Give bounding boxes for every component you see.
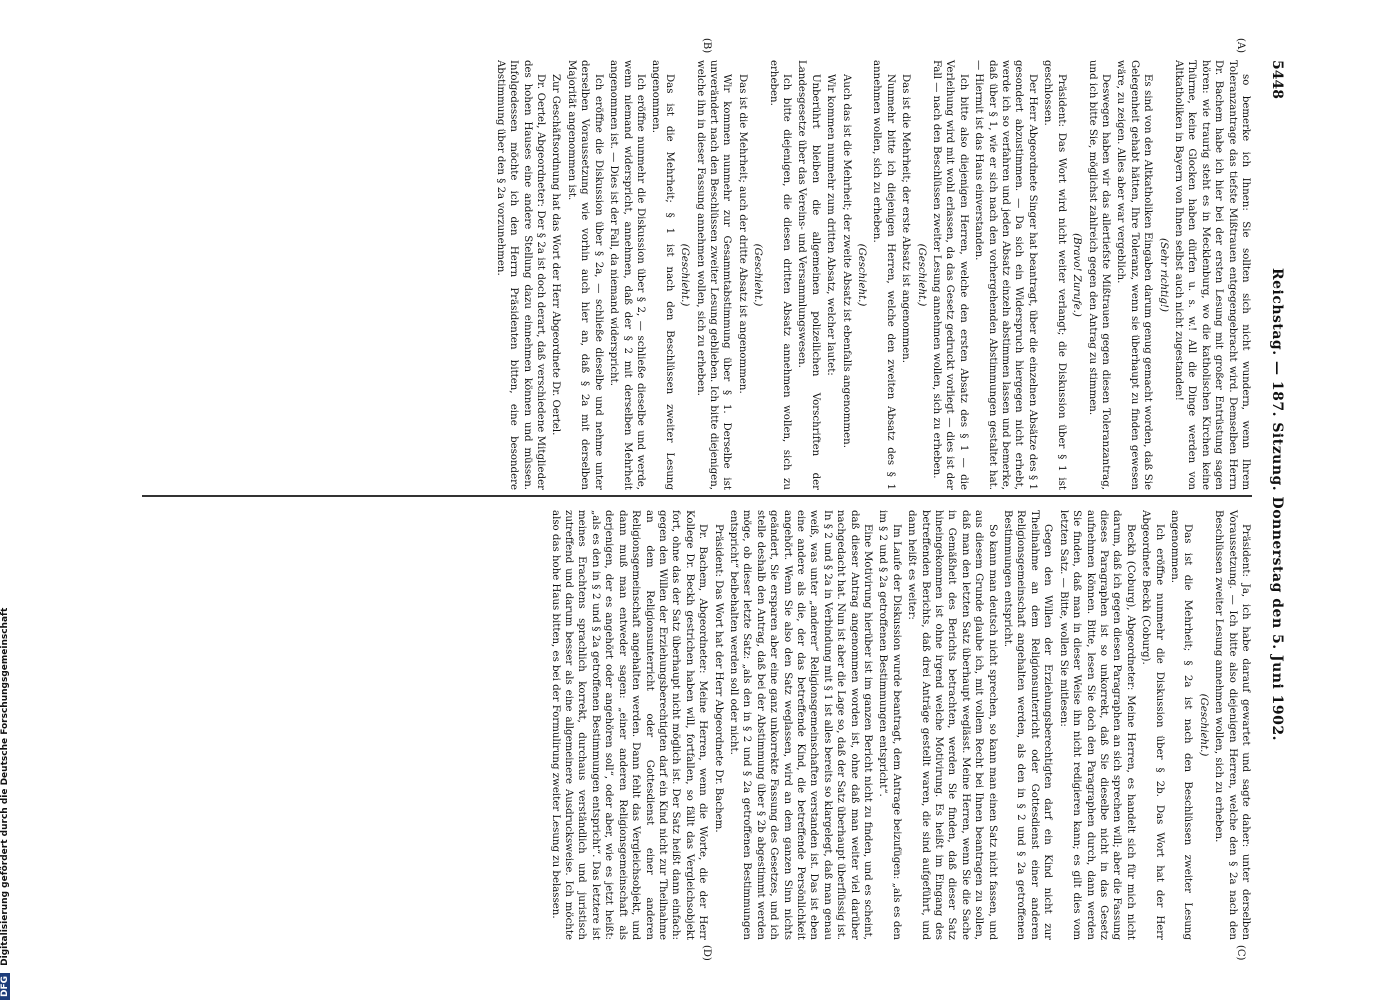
- left-column-paragraph: Ich bitte also diejenigen Herren, welche den ersten Absatz des § 1 — die Verleihung wird mit wohl erlassen, da das Gesetz gedruckt vorliegt — dies ist der Fall — nach den Beschlüssen zweiter Lesung annehmen wollen, sich zu erheben.: [931, 60, 969, 490]
- right-column-paragraph: Beckh (Coburg), Abgeordneter: Meine Herren, es handelt sich für mich nicht darum, daß ich gegen diesen Paragraphen an sich sprechen will; aber die Fassung dieses Paragraphen ist so unkorrekt, daß Sie dieselbe nicht in das Gesetz aufnehmen können. Bitte, lesen Sie doch den Paragraphen durch, dann werden Sie finden, daß man in dieser Weise ihn nicht redigieren kann; es gilt dies vom letzten Satz. — Bitte, wollen Sie mitlesen:: [1057, 510, 1136, 940]
- right-column-paragraph: (Geschieht.): [1197, 693, 1209, 757]
- left-column-paragraph: (Bravo! Zurufe.): [1071, 233, 1083, 317]
- right-column: [546, 510, 1252, 940]
- left-column-paragraph: Wir kommen nunmehr zur Gesammtabstimmung über § 1. Derselbe ist unverändert nach den Beschlüssen zweiter Lesung geblieben. Ich bitte diejenigen, welche ihn in dieser Fassung annehmen wollen, sich zu erheben.: [694, 60, 733, 490]
- right-column-paragraph: Präsident: Das Wort hat der Herr Abgeordnete Dr. Bachem.: [712, 524, 724, 833]
- page-title: Reichstag. — 187. Sitzung. Donnerstag den 5. Juni 1902.: [1269, 267, 1285, 742]
- left-column-paragraph: Präsident: Das Wort wird nicht weiter verlangt; die Diskussion über § 1 ist geschlossen.: [1042, 60, 1067, 490]
- left-column-paragraph: Zur Geschäftsordnung hat das Wort der Herr Abgeordnete Dr. Oertel.: [550, 74, 562, 436]
- right-column-paragraph: Im Laufe der Diskussion wurde beantragt, dem Antrage beizufügen: „als es den im § 2 und § 2a getroffenen Bestimmungen entspricht“.: [877, 510, 902, 940]
- page-header: [1262, 60, 1292, 940]
- margin-marker-b: (B): [701, 38, 712, 54]
- right-column-paragraph: Dr. Bachem, Abgeordneter: Meine Herren, wenn die Worte, die der Herr Kollege Dr. Beckh gestrichen haben will, fortfallen, so fällt das Vergleichsobjekt fort, ohne das der Satz überhaupt nicht möglich ist. Der Satz heißt dann einfach: gegen den Willen der Erziehungsberechtigten darf ein Kind nicht zur Theilnahme an dem Religionsunterricht oder Gottesdienst einer anderen Religionsgemeinschaft angehalten werden. Dann fehlt das Vergleichsobjekt, und dann muß man entweder sagen: „einer anderen Religionsgemeinschaft als derjenigen, der es angehört oder angehören soll“, oder aber, wie es jetzt heißt: „als es den in § 2 und § 2a getroffenen Bestimmungen entspricht“. Das letztere ist meines Erachtens sprachlich korrekt, durchaus verständlich und juristisch zutreffend und darum besser als eine allgemeinere Ausdrucksweise. Ich möchte also das hohe Haus bitten, es bei der Formulirung zweiter Lesung zu belassen.: [549, 510, 709, 940]
- right-column-paragraph: Ich eröffne nunmehr die Diskussion über § 2b. Das Wort hat der Herr Abgeordnete Beckh (Coburg).: [1140, 510, 1165, 940]
- dfg-logo: DFG: [0, 973, 10, 1000]
- left-column-paragraph: Nunmehr bitte ich diejenigen Herren, welche den zweiten Absatz des § 1 annehmen wollen, sich zu erheben.: [871, 60, 896, 490]
- left-column-paragraph: (Sehr richtig!): [1157, 238, 1169, 312]
- left-column-paragraph: Das ist die Mehrheit; der erste Absatz ist angenommen.: [900, 74, 912, 363]
- right-column-paragraph: Gegen den Willen der Erziehungsberechtigten darf ein Kind nicht zur Theilnahme an dem Religionsunterricht oder Gottesdienst einer anderen Religionsgemeinschaft angehalten werden, als den in § 2 und § 2a getroffenen Bestimmungen entspricht.: [1002, 510, 1054, 940]
- left-column-paragraph: Wir kommen nunmehr zum dritten Absatz, welcher lautet:: [825, 74, 837, 376]
- left-column-paragraph: (Geschieht.): [679, 243, 691, 307]
- left-column-paragraph: Deswegen haben wir das allertiefste Mißtrauen gegen diesen Toleranzantrag, und ich bitte Sie, möglichst zahlreich gegen den Antrag zu stimmen.: [1086, 60, 1111, 490]
- left-column-paragraph: so bemerke ich Ihnen: Sie sollten sich nicht wundern, wenn Ihrem Toleranzantrage das tiefste Mißtrauen entgegengebracht wird. Demselben Herrn Dr. Bachem habe ich hier bei der ersten Lesung mit großer Entrüstung sagen hören: wie traurig steht es in Mecklenburg, wo die katholischen Kirchen keine Thürme, keine Glocken haben dürfen u. s. w.! All die Dinge werden von Altkatholiken in Bayern von Ihnen selbst auch nicht zugestanden!: [1172, 60, 1251, 490]
- left-column-paragraph: Dr. Oertel, Abgeordneter: Der § 2a ist doch derart, daß verschiedene Mitglieder des hohen Hauses eine andere Stellung dazu einnehmen können und müssen. Infolgedessen möchte ich den Herrn Präsidenten bitten, eine besondere Abstimmung über den § 2a vorzunehmen.: [494, 60, 547, 490]
- right-column-paragraph: So kann man deutsch nicht sprechen, so kann man einen Satz nicht fassen, und aus diesem Grunde glaube ich, mit vollem Recht bei Ihnen beantragen zu sollen, daß man den letzten Satz überhaupt weglässt. Meine Herren, wenn Sie die Sache in Gemäßheit des Berichts betrachten, werden Sie finden, daß dieser Satz hineingekommen ist ohne irgend welche Motivirung. Es heißt im Eingang des betreffenden Berichts, daß drei Anträge gestellt waren, die sind aufgeführt, und dann heißt es weiter:: [906, 510, 998, 940]
- margin-marker-a: (A): [1235, 38, 1246, 54]
- left-column-paragraph: (Geschieht.): [856, 243, 868, 307]
- left-column-paragraph: (Geschieht.): [915, 243, 927, 307]
- left-column-paragraph: Der Herr Abgeordnete Singer hat beantragt, über die einzelnen Absätze des § 1 gesondert abzustimmen. — Da sich ein Widerspruch hiergegen nicht erhebt, werde ich so verfahren und jeden Absatz einzeln abstimmen lassen und bemerke, daß über § 1, wie er sich nach den vorhergehenden Abstimmungen gestaltet hat. — Hiermit ist das Haus einverstanden.: [973, 60, 1038, 490]
- footer-credit: Digitalisierung gefördert durch die Deutsche Forschungsgemeinschaft: [0, 607, 10, 966]
- margin-marker-d: (D): [701, 945, 712, 961]
- left-column-paragraph: Unberührt bleiben die allgemeinen polizeilichen Vorschriften der Landesgesetze über das Vereins- und Versammlungswesen.: [796, 60, 821, 490]
- margin-marker-c: (C): [1235, 945, 1246, 961]
- left-column-paragraph: Ich eröffne nunmehr die Diskussion über § 2, — schließe dieselbe und werde, wenn niemand widerspricht, annehmen, daß der § 2 mit derselben Mehrheit angenommen ist. — Dies ist der Fall, da niemand widerspricht.: [608, 60, 646, 490]
- left-column: [491, 60, 1252, 490]
- page-number: 5448: [1269, 60, 1285, 99]
- right-column-paragraph: Präsident: Ja, ich habe darauf gewartet und sagte daher: unter derselben Voraussetzung. — Ich bitte also diejenigen Herren, welche den § 2a nach den Beschlüssen zweiter Lesung annehmen wollen, sich zu erheben.: [1213, 510, 1251, 940]
- left-column-paragraph: (Geschieht.): [752, 243, 764, 307]
- right-column-paragraph: Eine Motivirung hierüber ist im ganzen Bericht nicht zu finden, und es scheint, daß dieser Antrag angenommen worden ist, ohne daß man weiter viel darüber nachgedacht hat. Nun ist aber die Lage so, daß der Satz überhaupt überflüssig ist. In § 2 und § 2a in Verbindung mit § 1 ist alles bereits so klargelegt, daß man genau weiß, was unter „anderer“ Religionsgemeinschaften verstanden ist. Das ist eben eine andere als die, der das betreffende Kind, die betreffende Persönlichkeit angehört. Wenn Sie also den Satz weglassen, wird an dem ganzen Sinn nichts geändert, Sie ersparen aber eine ganz unkorrekte Fassung des Gesetzes, und ich stelle deshalb den Antrag, daß bei der Abstimmung über § 2b abgestimmt werden möge, ob dieser letzte Satz: „als den in § 2 und § 2a getroffenen Bestimmungen entspricht“ beibehalten werden soll oder nicht.: [727, 510, 874, 940]
- column-divider: [142, 495, 1252, 497]
- left-column-paragraph: Ich eröffne die Diskussion über § 2a, — schließe dieselbe und nehme unter derselben Voraussetzung wie vorhin auch hier an, daß § 2a mit derselben Majorität angenommen ist.: [565, 60, 604, 490]
- left-column-paragraph: Das ist die Mehrheit; auch der dritte Absatz ist angenommen.: [736, 74, 748, 394]
- right-column-paragraph: Das ist die Mehrheit; § 2a ist nach den Beschlüssen zweiter Lesung angenommen.: [1168, 510, 1194, 940]
- footer-strip: [0, 0, 14, 1000]
- left-column-paragraph: Das ist die Mehrheit; § 1 ist nach den Beschlüssen zweiter Lesung angenommen.: [650, 60, 675, 490]
- left-column-paragraph: Ich bitte diejenigen, die diesen dritten Absatz annehmen wollen, sich zu erheben.: [767, 60, 792, 490]
- left-column-paragraph: Es sind von den Altkatholiken Eingaben darum genug gemacht worden, daß Sie Gelegenheit gehabt hätten, Ihre Toleranz, wenn sie überhaupt zu finden gewesen wäre, zu zeigen. Alles aber war vergeblich.: [1115, 60, 1154, 490]
- left-column-paragraph: Auch das ist die Mehrheit; der zweite Absatz ist ebenfalls angenommen.: [840, 74, 852, 448]
